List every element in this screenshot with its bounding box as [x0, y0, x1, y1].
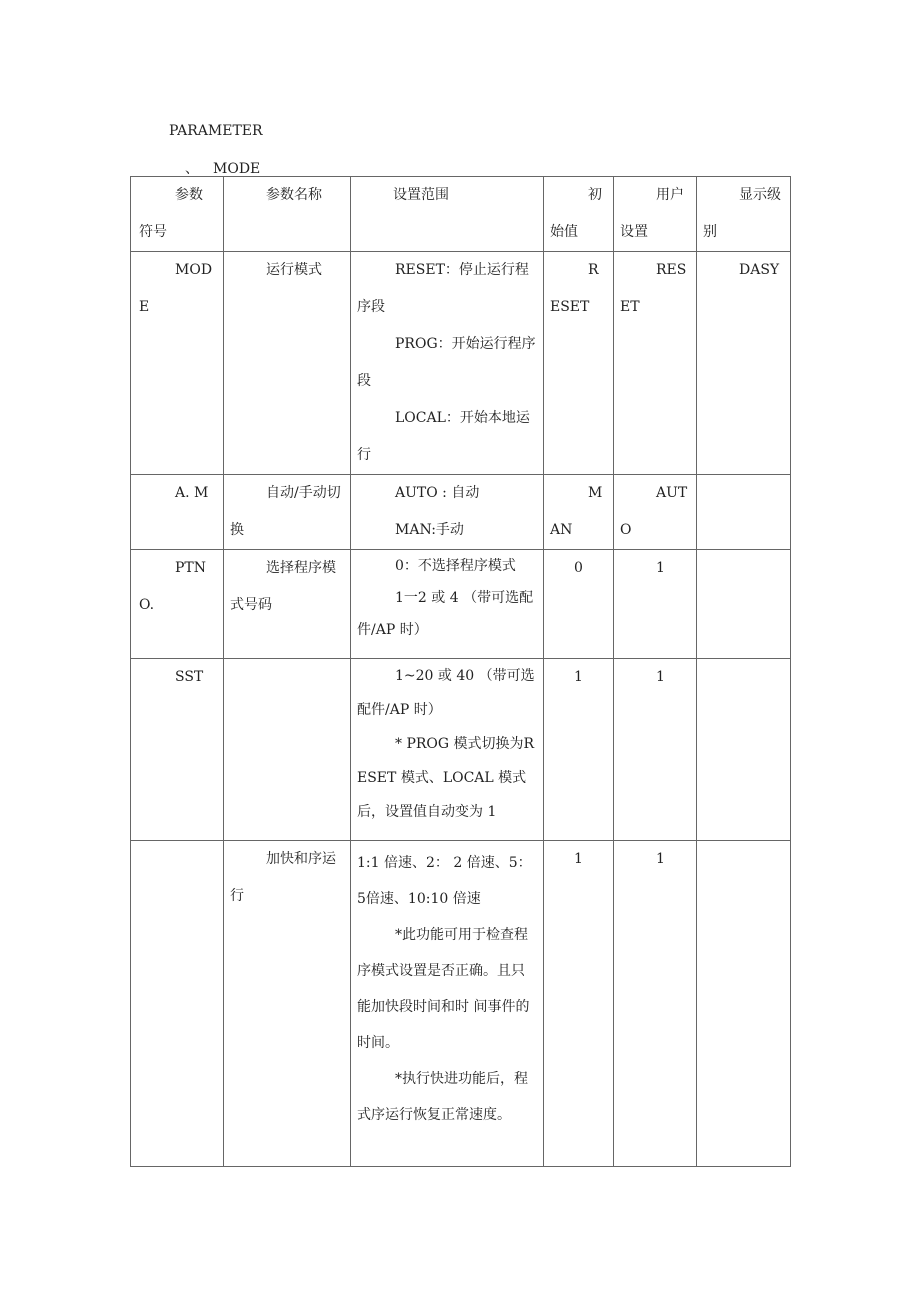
range-option: RESET：停止运行程序段: [357, 262, 529, 315]
range-option: 1:1 倍速、2： 2 倍速、5： 5倍速、10:10 倍速: [357, 855, 532, 907]
cell-range: [351, 841, 544, 1167]
cell-name: 运行模式: [224, 252, 351, 475]
cell-user: AUTO: [614, 475, 697, 550]
table-row: [131, 659, 791, 841]
cell-user: 1: [614, 550, 697, 659]
cell-user: RESET: [614, 252, 697, 475]
cell-level: [697, 550, 791, 659]
table-row: [131, 252, 791, 475]
cell-name: 选择程序模式号码: [224, 550, 351, 659]
document-subheading: [185, 158, 260, 178]
cell-symbol: [131, 841, 224, 1167]
range-option: * PROG 模式切换为RESET 模式、LOCAL 模式后，设置值自动变为 1: [357, 736, 535, 820]
cell-name: [224, 659, 351, 841]
cell-initial: MAN: [544, 475, 614, 550]
cell-level: [697, 475, 791, 550]
range-option: *此功能可用于检查程序模式设置是否正确。且只能加快段时间和时 间事件的时间。: [357, 927, 530, 1051]
cell-initial: 0: [544, 550, 614, 659]
table-row: [131, 475, 791, 550]
cell-user: 1: [614, 841, 697, 1167]
subheading-text: MODE: [213, 161, 261, 177]
cell-initial: 1: [544, 659, 614, 841]
header-symbol: 参数符号: [131, 177, 224, 252]
header-initial: 初始值: [544, 177, 614, 252]
cell-level: [697, 659, 791, 841]
cell-range: [351, 550, 544, 659]
header-range: 设置范围: [351, 177, 544, 252]
table-row: [131, 550, 791, 659]
cell-symbol: SST: [131, 659, 224, 841]
cell-initial: RESET: [544, 252, 614, 475]
subheading-separator: 、: [185, 161, 199, 177]
cell-user: 1: [614, 659, 697, 841]
cell-initial: 1: [544, 841, 614, 1167]
parameter-table: [130, 176, 791, 1167]
cell-range: [351, 659, 544, 841]
header-user: 用户设置: [614, 177, 697, 252]
table-header-row: [131, 177, 791, 252]
range-option: 1一2 或 4 （带可选配件/AP 时）: [357, 590, 534, 638]
cell-symbol: PTNO.: [131, 550, 224, 659]
cell-range: [351, 252, 544, 475]
cell-level: [697, 841, 791, 1167]
header-level: 显示级别: [697, 177, 791, 252]
cell-symbol: A. M: [131, 475, 224, 550]
cell-level: DASY: [697, 252, 791, 475]
range-option: 1~20 或 40 （带可选配件/AP 时）: [357, 668, 535, 718]
range-option: *执行快进功能后，程式序运行恢复正常速度。: [357, 1071, 528, 1123]
cell-name: 自动/手动切换: [224, 475, 351, 550]
cell-range: [351, 475, 544, 550]
document-heading: PARAMETER: [169, 123, 263, 139]
cell-symbol: MODE: [131, 252, 224, 475]
cell-name: 加快和序运行: [224, 841, 351, 1167]
range-option: LOCAL：开始本地运行: [357, 410, 530, 463]
range-option: 0：不选择程序模式: [395, 558, 516, 574]
range-option: MAN:手动: [395, 522, 464, 538]
range-option: PROG：开始运行程序段: [357, 336, 536, 389]
table-row: [131, 841, 791, 1167]
range-option: AUTO : 自动: [395, 485, 480, 501]
header-name: 参数名称: [224, 177, 351, 252]
